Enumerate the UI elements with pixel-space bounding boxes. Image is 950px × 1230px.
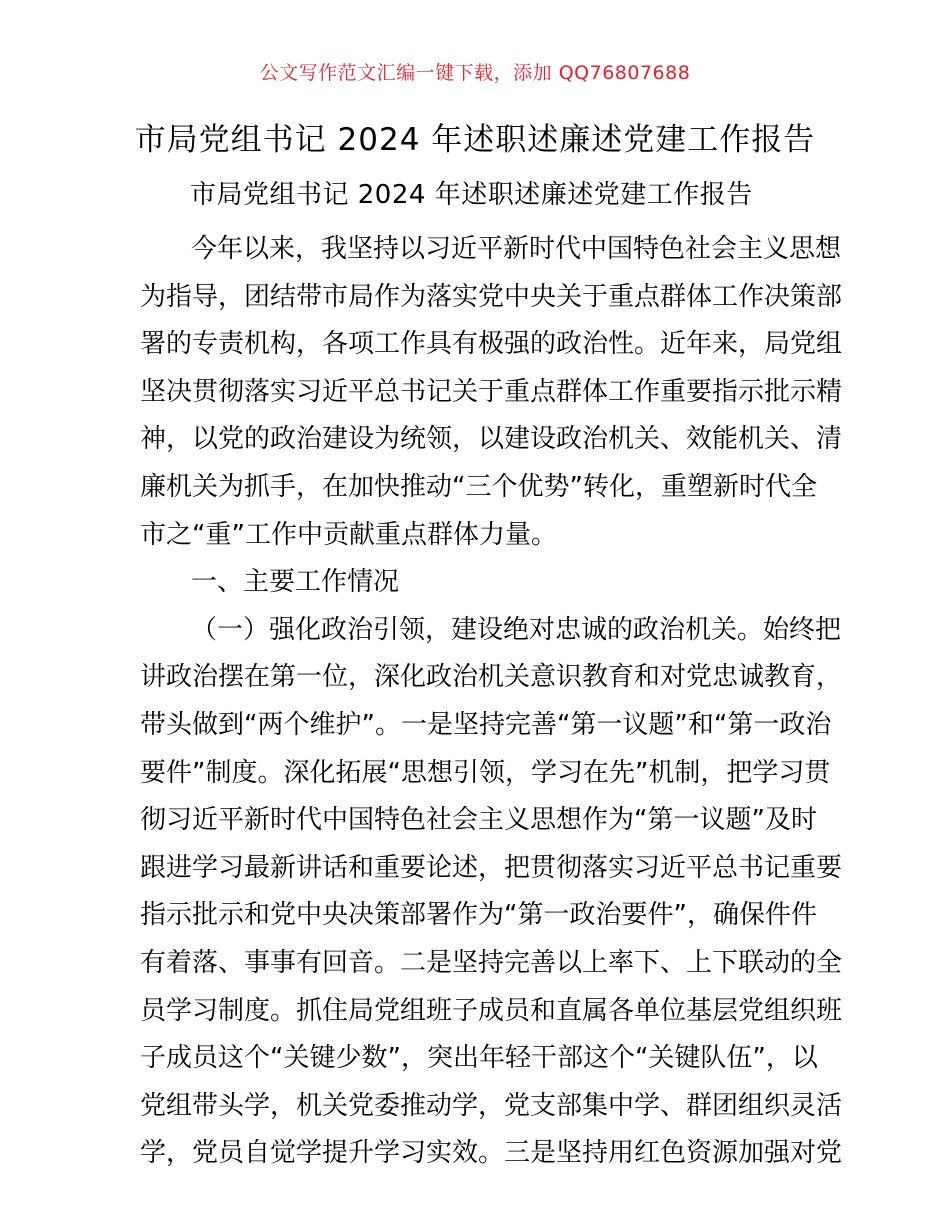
body-line: （一）强化政治引领，建设绝对忠诚的政治机关。始终把	[191, 614, 842, 645]
body-line: 署的专责机构，各项工作具有极强的政治性。近年来，局党组	[140, 329, 843, 360]
body-line: 廉机关为抓手，在加快推动“三个优势”转化，重塑新时代全	[140, 471, 817, 502]
body-line: 党组带头学，机关党委推动学，党支部集中学、群团组织灵活	[140, 1090, 843, 1121]
body-line: 有着落、事事有回音。二是坚持完善以上率下、上下联动的全	[140, 947, 843, 978]
section-heading: 一、主要工作情况	[191, 567, 400, 598]
body-line: 今年以来，我坚持以习近平新时代中国特色社会主义思想	[191, 234, 842, 264]
download-banner: 公文写作范文汇编一键下载，添加 QQ76807688	[259, 62, 691, 84]
body-line: 坚决贯彻落实习近平总书记关于重点群体工作重要指示批示精	[140, 376, 843, 407]
body-line: 指示批示和党中央决策部署作为“第一政治要件”，确保件件	[140, 900, 817, 931]
body-line: 为指导，团结带市局作为落实党中央关于重点群体工作决策部	[140, 281, 843, 312]
document-title: 市局党组书记 2024 年述职述廉述党建工作报告	[134, 122, 816, 158]
body-line: 跟进学习最新讲话和重要论述，把贯彻落实习近平总书记重要	[140, 852, 843, 883]
body-line: 子成员这个“关键少数”，突出年轻干部这个“关键队伍”，以	[140, 1043, 818, 1074]
document-body	[140, 226, 843, 1178]
body-line: 员学习制度。抓住局党组班子成员和直属各单位基层党组织班	[140, 995, 843, 1026]
body-line: 讲政治摆在第一位，深化政治机关意识教育和对党忠诚教育，	[140, 662, 843, 693]
body-line: 神，以党的政治建设为统领，以建设政治机关、效能机关、清	[140, 424, 843, 455]
body-line: 市之“重”工作中贡献重点群体力量。	[140, 519, 557, 550]
body-line: 要件”制度。深化拓展“思想引领，学习在先”机制，把学习贯	[140, 757, 831, 788]
body-line: 学，党员自觉学提升学习实效。三是坚持用红色资源加强对党	[140, 1138, 843, 1169]
document-subtitle: 市局党组书记 2024 年述职述廉述党建工作报告	[190, 180, 753, 210]
body-line: 带头做到“两个维护”。一是坚持完善“第一议题”和“第一政治	[140, 709, 832, 740]
body-line: 彻习近平新时代中国特色社会主义思想作为“第一议题”及时	[140, 805, 817, 836]
